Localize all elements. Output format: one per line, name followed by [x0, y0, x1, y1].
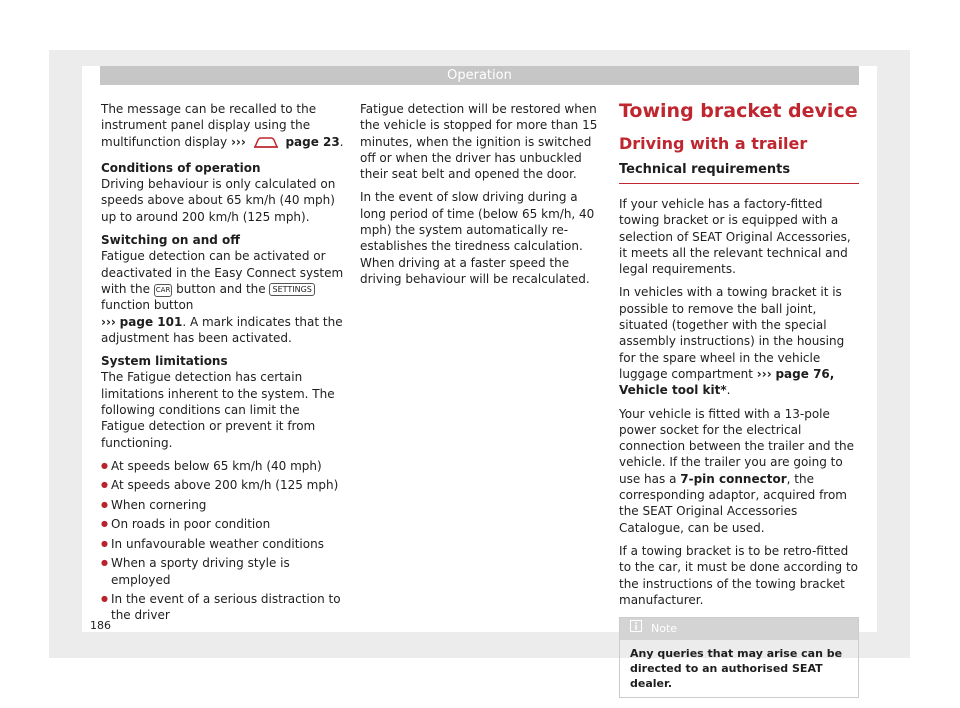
note-text: Any queries that may arise can be directed to an authorised SEAT dealer.: [630, 647, 843, 691]
retrofit-paragraph: If a towing bracket is to be retro-fitted to the car, it must be done according to the instructions of the towing bracket manufacturer.: [619, 543, 859, 607]
subsection-title: Driving with a trailer: [619, 134, 808, 153]
limits-list: [101, 458, 345, 624]
list-item: ● In unfavourable weather conditions: [101, 536, 345, 552]
requirements-paragraph: If your vehicle has a factory-fitted towing bracket or is equipped with a selection of SEAT Original Accessories, it meets all the relevant technical and legal requirements.: [619, 197, 851, 277]
page-link[interactable]: page 101: [119, 314, 183, 329]
page-link[interactable]: page 23: [285, 134, 340, 149]
section-header: Operation: [100, 66, 859, 85]
slow-driving-paragraph: In the event of slow driving during a long period of time (below 65 km/h, 40 mph) the system automatically re-establishes the tiredness calculation. When driving at a faster speed the driving behaviour will be recalculated.: [360, 190, 595, 286]
column-left: [101, 101, 345, 627]
list-item: ● When cornering: [101, 497, 345, 513]
chevron-ref: ›››: [756, 366, 772, 381]
conditions-heading: Conditions of operation: [101, 160, 261, 175]
limits-text: The Fatigue detection has certain limitations inherent to the system. The following conditions can limit the Fatigue detection or prevent it from functioning.: [101, 370, 335, 450]
list-item: ● On roads in poor condition: [101, 516, 345, 532]
list-item: ● In the event of a serious distraction to the driver: [101, 591, 345, 624]
restore-paragraph: Fatigue detection will be restored when the vehicle is stopped for more than 15 minutes, when the ignition is switched off or when the driver has unbuckled their seat belt and opened the door.: [360, 102, 598, 182]
chevron-ref: ›››: [101, 314, 116, 329]
car-button-icon: CAR: [154, 284, 173, 297]
list-item: ● At speeds above 200 km/h (125 mph): [101, 477, 345, 493]
section-title: Towing bracket device: [619, 100, 858, 122]
settings-button-icon: SETTINGS: [269, 283, 314, 296]
note-title: Note: [651, 622, 678, 636]
column-right: [619, 101, 859, 698]
ball-joint-paragraph: In vehicles with a towing bracket it is possible to remove the ball joint, situated (together with the special assembly instructions) in the housing for the spare wheel in the vehicle luggage compartment ››› page 76, Vehicle tool kit*.: [619, 285, 845, 398]
list-item: ● At speeds below 65 km/h (40 mph): [101, 458, 345, 474]
limits-heading: System limitations: [101, 354, 228, 369]
info-icon: [630, 618, 642, 640]
conditions-text: Driving behaviour is only calculated on speeds above about 65 km/h (40 mph) up to around 200 km/h (125 mph).: [101, 177, 336, 224]
note-box: [619, 617, 859, 698]
column-middle: [360, 101, 604, 294]
list-item: ● When a sporty driving style is employed: [101, 555, 345, 588]
switching-text: Fatigue detection can be activated or deactivated in the Easy Connect system with the CAR button and the SETTINGS function button ››› page 101. A mark indicates that the adjustment has been activated.: [101, 249, 344, 345]
chevron-ref: ›››: [230, 134, 246, 149]
note-header: [620, 618, 858, 640]
topic-title: Technical requirements: [619, 161, 859, 184]
recall-paragraph: The message can be recalled to the instrument panel display using the multifunction display ››› page 23.: [101, 101, 345, 153]
page-link[interactable]: page 76, Vehicle tool kit*: [619, 366, 835, 398]
page-number: 186: [90, 619, 111, 632]
switching-heading: Switching on and off: [101, 233, 240, 248]
multifunction-display-icon: [253, 135, 279, 153]
socket-paragraph: Your vehicle is fitted with a 13-pole power socket for the electrical connection between the trailer and the vehicle. If the trailer you are going to use has a 7-pin connector, the corresponding adaptor, acquired from the SEAT Original Accessories Catalogue, can be used.: [619, 406, 855, 535]
